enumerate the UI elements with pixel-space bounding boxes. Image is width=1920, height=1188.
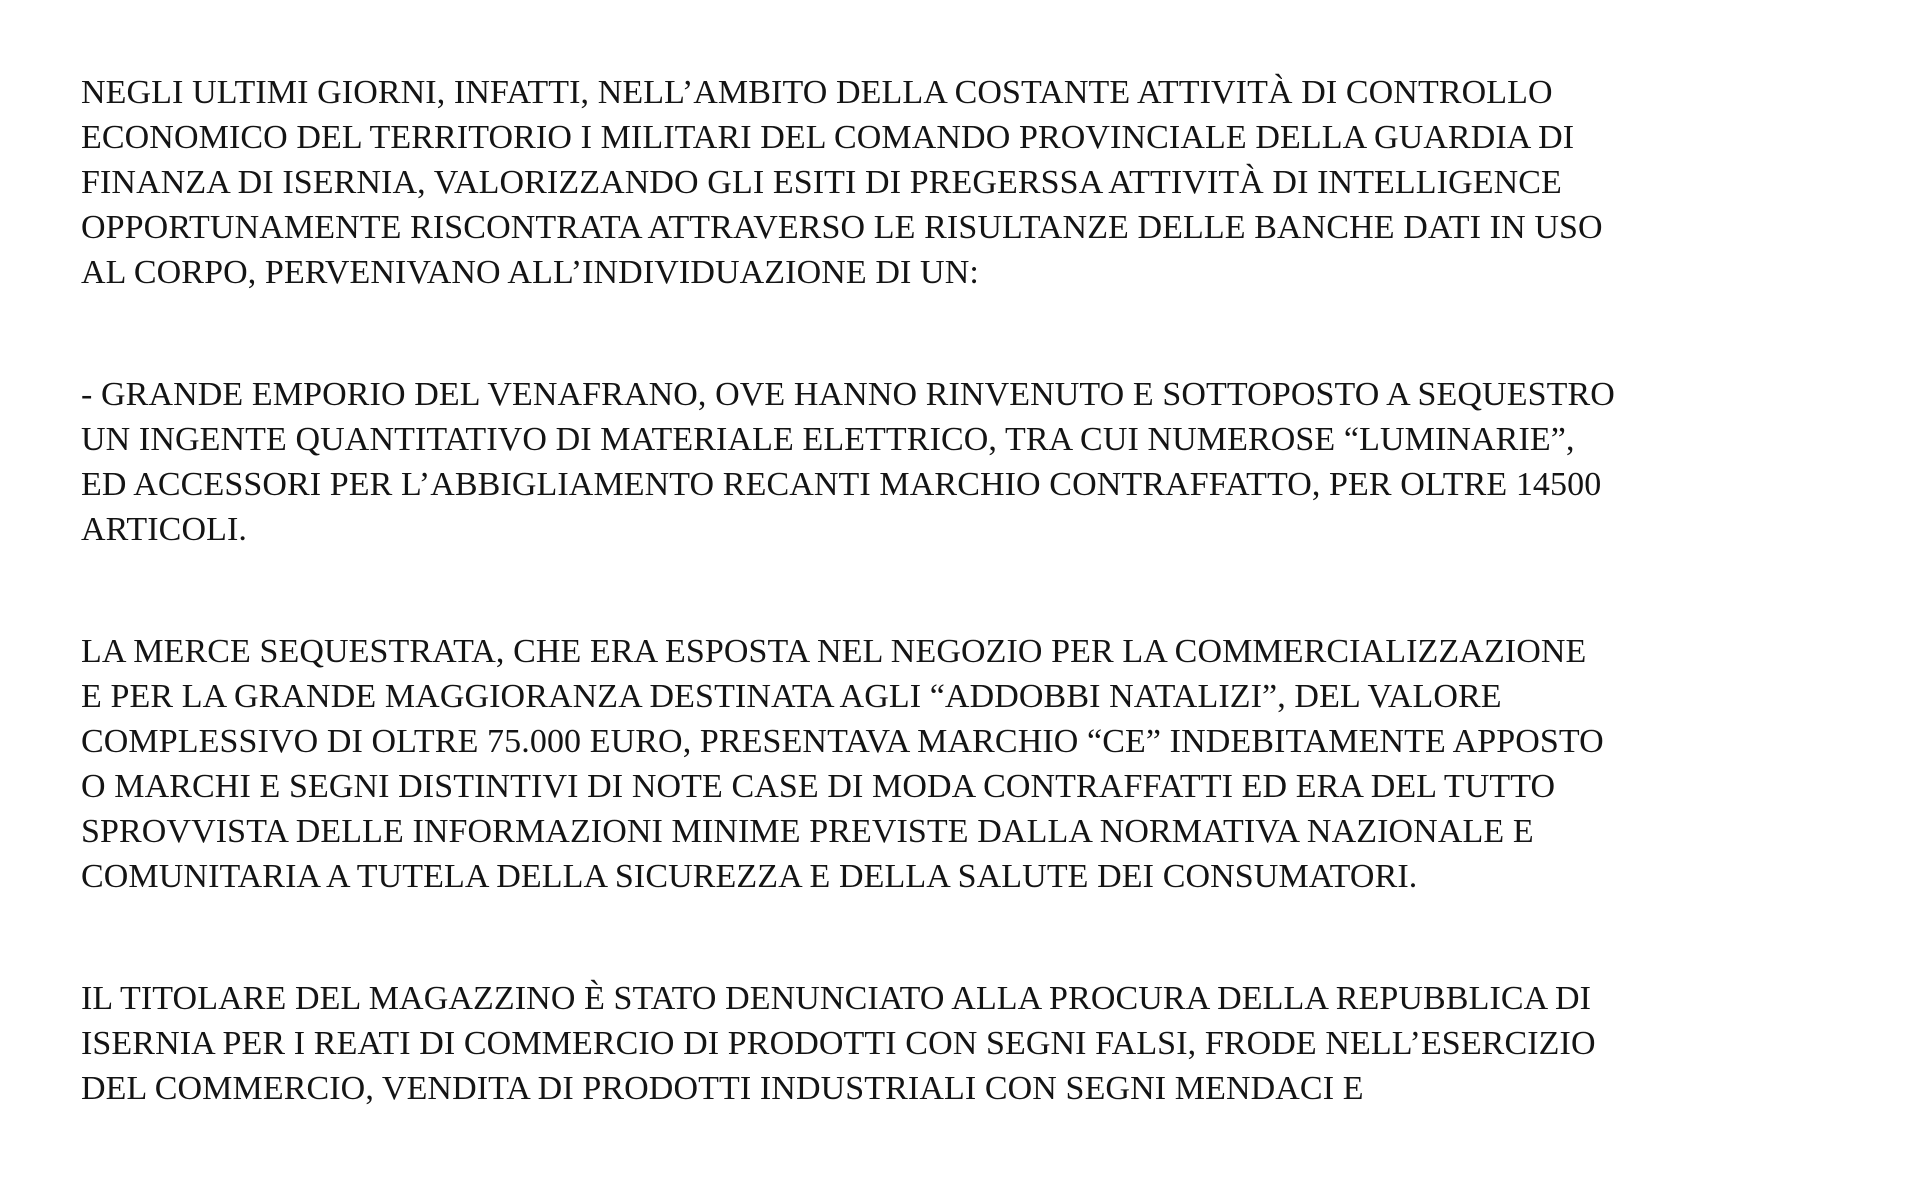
text-line: NEGLI ULTIMI GIORNI, INFATTI, NELL’AMBITO DELLA COSTANTE ATTIVITÀ DI CONTROLLO xyxy=(81,74,1553,111)
text-line: SPROVVISTA DELLE INFORMAZIONI MINIME PREVISTE DALLA NORMATIVA NAZIONALE E xyxy=(81,813,1534,850)
text-line: FINANZA DI ISERNIA, VALORIZZANDO GLI ESITI DI PREGERSSA ATTIVITÀ DI INTELLIGENCE xyxy=(81,164,1562,201)
text-line: E PER LA GRANDE MAGGIORANZA DESTINATA AGLI “ADDOBBI NATALIZI”, DEL VALORE xyxy=(81,678,1502,715)
paragraph-titolare xyxy=(81,976,1881,1111)
text-line: ISERNIA PER I REATI DI COMMERCIO DI PRODOTTI CON SEGNI FALSI, FRODE NELL’ESERCIZIO xyxy=(81,1025,1596,1062)
text-line: LA MERCE SEQUESTRATA, CHE ERA ESPOSTA NEL NEGOZIO PER LA COMMERCIALIZZAZIONE xyxy=(81,633,1587,670)
text-line: AL CORPO, PERVENIVANO ALL’INDIVIDUAZIONE DI UN: xyxy=(81,254,979,291)
document-body xyxy=(81,70,1881,1188)
text-line: COMUNITARIA A TUTELA DELLA SICUREZZA E DELLA SALUTE DEI CONSUMATORI. xyxy=(81,858,1418,895)
text-line: UN INGENTE QUANTITATIVO DI MATERIALE ELETTRICO, TRA CUI NUMEROSE “LUMINARIE”, xyxy=(81,421,1575,458)
text-line: O MARCHI E SEGNI DISTINTIVI DI NOTE CASE DI MODA CONTRAFFATTI ED ERA DEL TUTTO xyxy=(81,768,1556,805)
paragraph-merce xyxy=(81,629,1881,899)
paragraph-emporio xyxy=(81,372,1881,552)
text-line: OPPORTUNAMENTE RISCONTRATA ATTRAVERSO LE RISULTANZE DELLE BANCHE DATI IN USO xyxy=(81,209,1603,246)
text-line: COMPLESSIVO DI OLTRE 75.000 EURO, PRESENTAVA MARCHIO “CE” INDEBITAMENTE APPOSTO xyxy=(81,723,1604,760)
text-line: ECONOMICO DEL TERRITORIO I MILITARI DEL COMANDO PROVINCIALE DELLA GUARDIA DI xyxy=(81,119,1575,156)
text-line: - GRANDE EMPORIO DEL VENAFRANO, OVE HANNO RINVENUTO E SOTTOPOSTO A SEQUESTRO xyxy=(81,376,1615,413)
paragraph-intro xyxy=(81,70,1881,295)
text-line: IL TITOLARE DEL MAGAZZINO È STATO DENUNCIATO ALLA PROCURA DELLA REPUBBLICA DI xyxy=(81,980,1592,1017)
text-line: ARTICOLI. xyxy=(81,511,248,548)
text-line: ED ACCESSORI PER L’ABBIGLIAMENTO RECANTI MARCHIO CONTRAFFATTO, PER OLTRE 14500 xyxy=(81,466,1602,503)
text-line: DEL COMMERCIO, VENDITA DI PRODOTTI INDUSTRIALI CON SEGNI MENDACI E xyxy=(81,1070,1364,1107)
